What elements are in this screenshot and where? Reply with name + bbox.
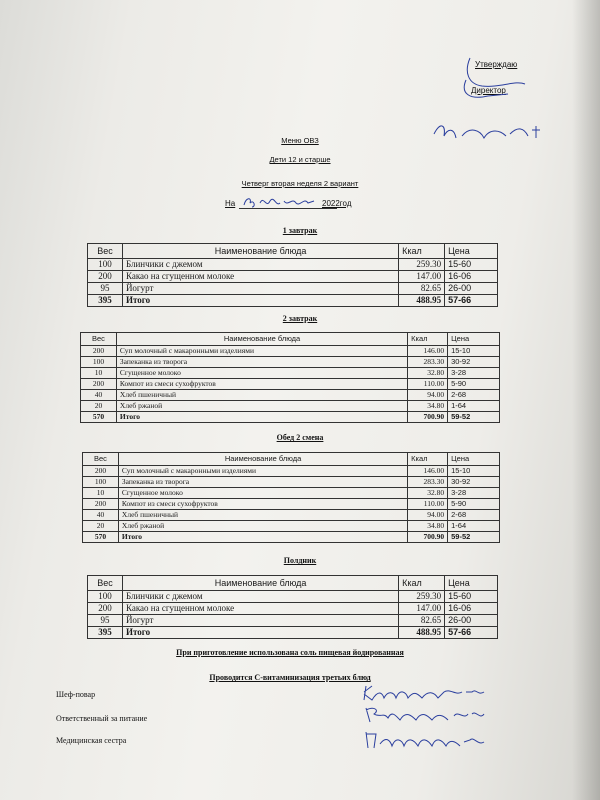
- menu-table: [80, 332, 500, 423]
- director-signature: [410, 50, 550, 170]
- salt-note: При приготовление использована соль пищевая йодированная: [176, 648, 404, 657]
- row-kcal: 110.00: [408, 499, 448, 510]
- meal-title: Полдник: [283, 556, 317, 565]
- row-name: Компот из смеси сухофруктов: [118, 499, 407, 510]
- row-name: Хлеб пшеничный: [116, 390, 407, 401]
- row-weight: 200: [83, 499, 119, 510]
- row-kcal: 82.65: [399, 283, 445, 295]
- total-weight: 395: [88, 627, 123, 639]
- row-weight: 40: [83, 510, 119, 521]
- row-name: Хлеб ржаной: [118, 521, 407, 532]
- row-price: 15-60: [445, 259, 498, 271]
- col-price: Цена: [448, 453, 500, 466]
- row-kcal: 110.00: [408, 379, 448, 390]
- row-name: Йогурт: [122, 283, 398, 295]
- total-price: 59-52: [448, 412, 500, 423]
- age-group: Дети 12 и старше: [269, 155, 331, 164]
- row-weight: 10: [83, 488, 119, 499]
- total-price: 57-66: [445, 295, 498, 307]
- col-weight: Вес: [88, 244, 123, 259]
- table-row: [83, 488, 500, 499]
- table-row: [88, 283, 498, 295]
- row-weight: 100: [81, 357, 117, 368]
- total-kcal: 488.95: [399, 627, 445, 639]
- total-price: 57-66: [445, 627, 498, 639]
- table-row: [81, 346, 500, 357]
- table-row: [88, 591, 498, 603]
- col-kcal: Ккал: [408, 453, 448, 466]
- row-name: Компот из смеси сухофруктов: [116, 379, 407, 390]
- row-kcal: 32.80: [408, 368, 448, 379]
- row-name: Хлеб ржаной: [116, 401, 407, 412]
- row-kcal: 146.00: [408, 466, 448, 477]
- row-name: Суп молочный с макаронными изделиями: [116, 346, 407, 357]
- date-year: 2022год: [322, 199, 352, 208]
- row-kcal: 283.30: [408, 357, 448, 368]
- table-header-row: [83, 453, 500, 466]
- row-weight: 200: [83, 466, 119, 477]
- col-name: Наименование блюда: [116, 333, 407, 346]
- total-row: [83, 532, 500, 543]
- row-name: Запеканка из творога: [118, 477, 407, 488]
- col-name: Наименование блюда: [122, 244, 398, 259]
- row-price: 1-64: [448, 401, 500, 412]
- total-weight: 395: [88, 295, 123, 307]
- row-name: Сгущенное молоко: [118, 488, 407, 499]
- row-weight: 100: [88, 259, 123, 271]
- row-kcal: 147.00: [399, 603, 445, 615]
- total-price: 59-52: [448, 532, 500, 543]
- table-row: [88, 603, 498, 615]
- row-kcal: 259.30: [399, 259, 445, 271]
- row-weight: 200: [81, 379, 117, 390]
- total-label: Итого: [122, 295, 398, 307]
- row-name: Сгущенное молоко: [116, 368, 407, 379]
- staff-responsible: Ответственный за питание: [56, 714, 148, 723]
- table-row: [81, 401, 500, 412]
- col-weight: Вес: [81, 333, 117, 346]
- row-kcal: 34.80: [408, 401, 448, 412]
- col-kcal: Ккал: [399, 576, 445, 591]
- total-row: [88, 627, 498, 639]
- table-row: [83, 499, 500, 510]
- row-price: 16-06: [445, 271, 498, 283]
- total-label: Итого: [116, 412, 407, 423]
- row-price: 1-64: [448, 521, 500, 532]
- row-weight: 200: [88, 603, 123, 615]
- row-kcal: 146.00: [408, 346, 448, 357]
- row-price: 30-92: [448, 357, 500, 368]
- meal-title: 2 завтрак: [282, 314, 318, 323]
- total-label: Итого: [122, 627, 398, 639]
- row-price: 3-28: [448, 488, 500, 499]
- row-weight: 40: [81, 390, 117, 401]
- total-kcal: 488.95: [399, 295, 445, 307]
- row-weight: 95: [88, 283, 123, 295]
- menu-table: [82, 452, 500, 543]
- table-row: [81, 357, 500, 368]
- table-row: [83, 521, 500, 532]
- document-title: Меню ОВЗ: [281, 136, 319, 145]
- col-price: Цена: [448, 333, 500, 346]
- row-price: 26-00: [445, 615, 498, 627]
- row-name: Какао на сгущенном молоке: [122, 603, 398, 615]
- approval-line1: Утверждаю: [475, 60, 518, 69]
- total-weight: 570: [83, 532, 119, 543]
- row-price: 15-10: [448, 466, 500, 477]
- row-price: 26-00: [445, 283, 498, 295]
- row-weight: 100: [83, 477, 119, 488]
- row-kcal: 283.30: [408, 477, 448, 488]
- total-label: Итого: [118, 532, 407, 543]
- row-price: 15-10: [448, 346, 500, 357]
- row-name: Запеканка из творога: [116, 357, 407, 368]
- row-weight: 95: [88, 615, 123, 627]
- total-weight: 570: [81, 412, 117, 423]
- row-price: 30-92: [448, 477, 500, 488]
- row-kcal: 34.80: [408, 521, 448, 532]
- row-name: Хлеб пшеничный: [118, 510, 407, 521]
- col-kcal: Ккал: [399, 244, 445, 259]
- table-row: [88, 271, 498, 283]
- handwritten-date: [240, 193, 318, 211]
- row-name: Йогурт: [122, 615, 398, 627]
- row-kcal: 82.65: [399, 615, 445, 627]
- col-price: Цена: [445, 244, 498, 259]
- table-row: [83, 466, 500, 477]
- table-header-row: [88, 244, 498, 259]
- meal-title: 1 завтрак: [282, 226, 318, 235]
- row-name: Блинчики с джемом: [122, 259, 398, 271]
- col-price: Цена: [445, 576, 498, 591]
- col-name: Наименование блюда: [118, 453, 407, 466]
- col-name: Наименование блюда: [122, 576, 398, 591]
- table-row: [81, 379, 500, 390]
- table-row: [81, 390, 500, 401]
- staff-signatures: [360, 680, 490, 760]
- row-price: 3-28: [448, 368, 500, 379]
- table-row: [81, 368, 500, 379]
- table-header-row: [88, 576, 498, 591]
- row-price: 5-90: [448, 379, 500, 390]
- menu-table: [87, 575, 498, 639]
- row-name: Блинчики с джемом: [122, 591, 398, 603]
- approval-line2: Директор: [471, 86, 506, 95]
- row-weight: 200: [88, 271, 123, 283]
- row-price: 2-68: [448, 390, 500, 401]
- table-row: [83, 477, 500, 488]
- date-prefix: На: [225, 199, 236, 208]
- row-weight: 10: [81, 368, 117, 379]
- row-kcal: 94.00: [408, 510, 448, 521]
- total-row: [81, 412, 500, 423]
- row-kcal: 94.00: [408, 390, 448, 401]
- row-weight: 20: [83, 521, 119, 532]
- day-line: Четверг вторая неделя 2 вариант: [241, 179, 359, 188]
- row-name: Суп молочный с макаронными изделиями: [118, 466, 407, 477]
- row-price: 2-68: [448, 510, 500, 521]
- table-header-row: [81, 333, 500, 346]
- menu-table: [87, 243, 498, 307]
- staff-chef: Шеф-повар: [56, 690, 96, 699]
- total-kcal: 700.90: [408, 412, 448, 423]
- table-row: [88, 615, 498, 627]
- row-price: 15-60: [445, 591, 498, 603]
- col-weight: Вес: [88, 576, 123, 591]
- total-row: [88, 295, 498, 307]
- row-weight: 200: [81, 346, 117, 357]
- row-price: 16-06: [445, 603, 498, 615]
- row-name: Какао на сгущенном молоке: [122, 271, 398, 283]
- col-weight: Вес: [83, 453, 119, 466]
- row-kcal: 32.80: [408, 488, 448, 499]
- vitamin-note: Проводится С-витаминизация третьих блюд: [209, 673, 371, 682]
- row-kcal: 147.00: [399, 271, 445, 283]
- row-kcal: 259.30: [399, 591, 445, 603]
- staff-nurse: Медицинская сестра: [56, 736, 127, 745]
- table-row: [83, 510, 500, 521]
- table-row: [88, 259, 498, 271]
- row-weight: 20: [81, 401, 117, 412]
- row-price: 5-90: [448, 499, 500, 510]
- total-kcal: 700.90: [408, 532, 448, 543]
- col-kcal: Ккал: [408, 333, 448, 346]
- meal-title: Обед 2 смена: [276, 433, 324, 442]
- row-weight: 100: [88, 591, 123, 603]
